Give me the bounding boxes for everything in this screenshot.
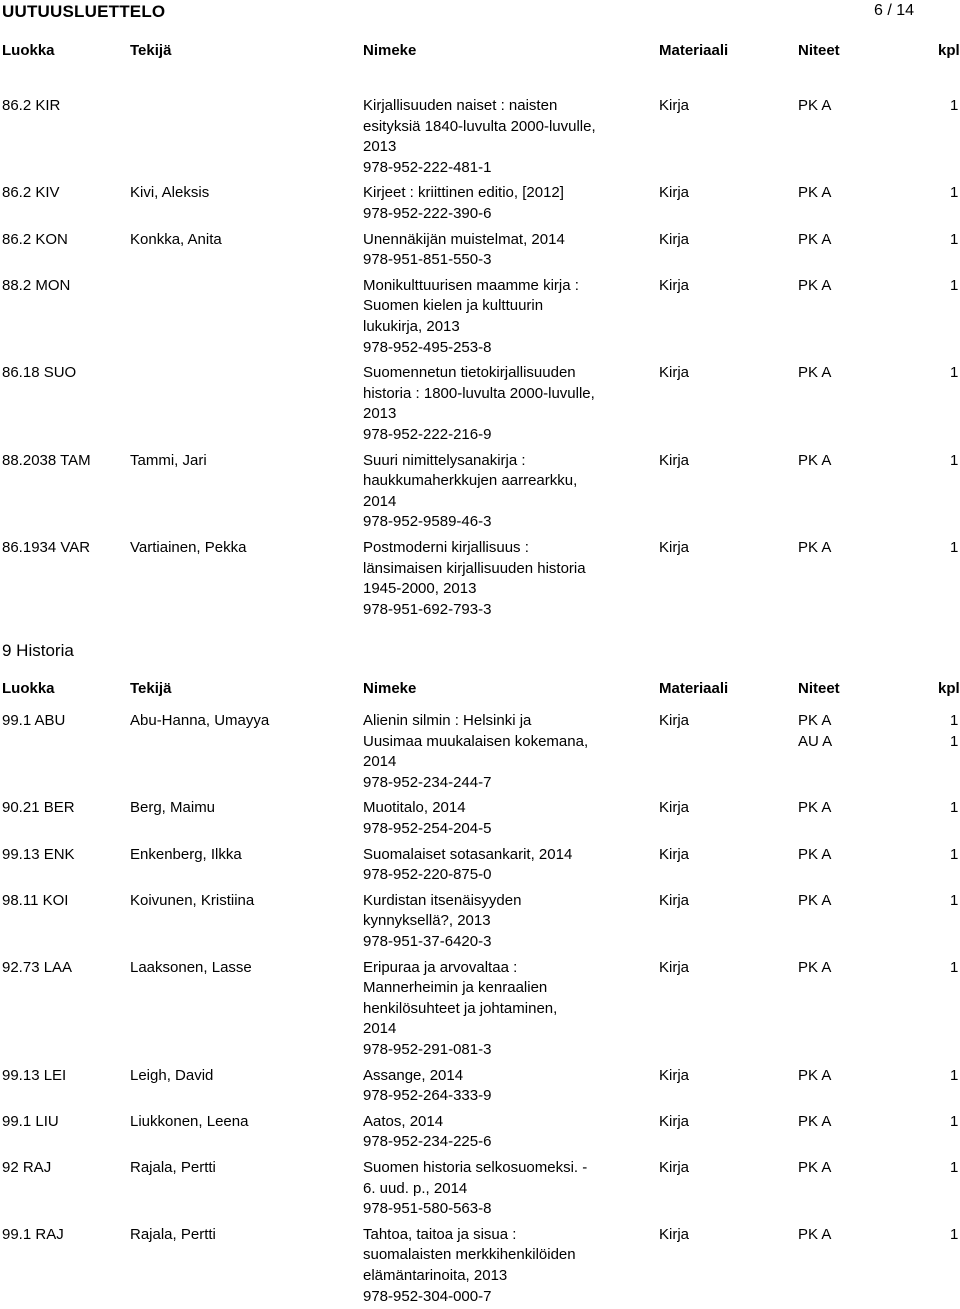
title-line: Alienin silmin : Helsinki ja	[363, 712, 532, 729]
copies-location	[798, 845, 831, 866]
author: Vartiainen, Pekka	[130, 539, 247, 556]
title-line: 978-952-234-225-6	[363, 1133, 492, 1151]
title	[363, 798, 491, 839]
title-line: 2014	[363, 753, 397, 771]
title-line: 978-952-291-081-3	[363, 1040, 492, 1058]
title-line: elämäntarinoita, 2013	[363, 1266, 508, 1284]
material: Kirja	[659, 1225, 690, 1243]
copies-count	[950, 230, 958, 251]
title	[363, 276, 579, 358]
title	[363, 1066, 491, 1107]
class-code: 86.2 KIV	[2, 184, 60, 202]
title-line: historia : 1800-luvulta 2000-luvulle,	[363, 384, 595, 402]
copies-count	[950, 96, 958, 117]
title-line: 6. uud. p., 2014	[363, 1179, 468, 1197]
material: Kirja	[659, 799, 690, 817]
copies-location-line: PK A	[798, 276, 832, 294]
copies-location	[798, 1066, 831, 1087]
column-nimeke-header: Nimeke	[363, 42, 417, 59]
copies-location-line: PK A	[798, 364, 832, 382]
title-line: 978-951-37-6420-3	[363, 932, 492, 950]
copies-count-line: 1	[950, 891, 959, 909]
copies-location-line: PK A	[798, 1159, 832, 1176]
class-code: 99.13 ENK	[2, 845, 75, 863]
title-line: Kurdistan itsenäisyyden	[363, 891, 522, 909]
material: Kirja	[659, 1159, 690, 1176]
title-line: 978-952-222-481-1	[363, 158, 492, 176]
title	[363, 538, 586, 620]
title-line: 978-951-692-793-3	[363, 600, 492, 618]
page-header	[0, 0, 960, 24]
copies-location	[798, 1158, 831, 1179]
author: Rajala, Pertti	[130, 1159, 216, 1176]
title	[363, 1158, 587, 1220]
title	[363, 363, 595, 445]
copies-location-line: PK A	[798, 230, 832, 248]
copies-count-line: 1	[950, 230, 959, 248]
title	[363, 451, 577, 533]
title-line: 2014	[363, 492, 397, 510]
title-line: Suomen historia selkosuomeksi. -	[363, 1159, 588, 1176]
copies-location	[798, 451, 831, 472]
copies-location	[798, 798, 831, 819]
column-materiaali-header: Materiaali	[659, 42, 729, 59]
copies-location-line: AU A	[798, 732, 833, 750]
title	[363, 183, 564, 224]
title-line: 978-952-220-875-0	[363, 866, 492, 884]
class-code: 99.1 RAJ	[2, 1225, 64, 1243]
author: Leigh, David	[130, 1066, 214, 1084]
title-line: 2013	[363, 138, 397, 156]
title-line: henkilösuhteet ja johtaminen,	[363, 999, 558, 1017]
column-tekija-header: Tekijä	[130, 680, 172, 697]
copies-location-line: PK A	[798, 539, 832, 556]
title-line: suomalaisten merkkihenkilöiden	[363, 1246, 576, 1264]
title-line: kynnyksellä?, 2013	[363, 912, 491, 930]
column-materiaali-header: Materiaali	[659, 680, 729, 697]
title-line: Unennäkijän muistelmat, 2014	[363, 230, 565, 248]
copies-location-line: PK A	[798, 1112, 832, 1130]
copies-count-line: 1	[950, 539, 959, 556]
copies-location	[798, 230, 831, 251]
class-code: 86.2 KON	[2, 230, 68, 248]
title-line: lukukirja, 2013	[363, 317, 460, 335]
title-line: länsimaisen kirjallisuuden historia	[363, 559, 586, 577]
class-code: 99.13 LEI	[2, 1066, 67, 1084]
copies-count	[950, 276, 958, 297]
copies-count	[950, 1066, 958, 1087]
title-line: 978-952-9589-46-3	[363, 513, 492, 531]
title-line: Kirjallisuuden naiset : naisten	[363, 97, 558, 114]
copies-location	[798, 363, 831, 384]
copies-count-line: 1	[950, 958, 959, 976]
material: Kirja	[659, 539, 690, 556]
title-line: Suomen kielen ja kulttuurin	[363, 297, 544, 315]
material: Kirja	[659, 891, 690, 909]
author: Liukkonen, Leena	[130, 1112, 249, 1130]
class-code: 90.21 BER	[2, 799, 75, 817]
copies-count	[950, 1158, 958, 1179]
title-line: 978-952-264-333-9	[363, 1087, 492, 1105]
title	[363, 1112, 491, 1153]
material: Kirja	[659, 1066, 690, 1084]
copies-count-line: 1	[950, 1112, 959, 1130]
class-code: 86.1934 VAR	[2, 539, 91, 556]
title-line: esityksiä 1840-luvulta 2000-luvulle,	[363, 117, 596, 135]
copies-count	[950, 798, 958, 819]
class-code: 86.2 KIR	[2, 97, 61, 114]
title-line: Postmoderni kirjallisuus :	[363, 539, 529, 556]
copies-count-line: 1	[950, 732, 959, 750]
copies-count	[950, 363, 958, 384]
title-line: Aatos, 2014	[363, 1112, 444, 1130]
copies-location-line: PK A	[798, 1066, 832, 1084]
title-line: 978-951-851-550-3	[363, 251, 492, 269]
material: Kirja	[659, 958, 690, 976]
title-line: 978-952-254-204-5	[363, 819, 492, 837]
author: Koivunen, Kristiina	[130, 891, 255, 909]
title-line: Assange, 2014	[363, 1066, 464, 1084]
class-code: 99.1 LIU	[2, 1112, 59, 1130]
copies-location	[798, 891, 831, 912]
page-number: 6 / 14	[873, 2, 914, 19]
material: Kirja	[659, 712, 690, 729]
copies-count	[950, 1112, 958, 1133]
title-line: 2013	[363, 405, 397, 423]
copies-count-line: 1	[950, 184, 959, 202]
copies-location-line: PK A	[798, 845, 832, 863]
copies-location-line: PK A	[798, 451, 832, 469]
column-luokka-header: Luokka	[2, 42, 55, 59]
class-code: 92 RAJ	[2, 1159, 52, 1176]
copies-location	[798, 276, 831, 297]
author: Abu-Hanna, Umayya	[130, 712, 270, 729]
author: Konkka, Anita	[130, 230, 222, 248]
title	[363, 96, 596, 178]
title	[363, 891, 521, 953]
material: Kirja	[659, 364, 690, 382]
copies-count	[950, 711, 958, 752]
copies-count-line: 1	[950, 276, 959, 294]
author: Berg, Maimu	[130, 799, 216, 817]
copies-count	[950, 891, 958, 912]
copies-count	[950, 1225, 958, 1246]
copies-location-line: PK A	[798, 1225, 832, 1243]
title-line: Uusimaa muukalaisen kokemana,	[363, 732, 589, 750]
copies-count-line: 1	[950, 799, 959, 817]
title	[363, 711, 588, 793]
author: Rajala, Pertti	[130, 1225, 216, 1243]
author: Laaksonen, Lasse	[130, 958, 252, 976]
copies-count-line: 1	[950, 1066, 959, 1084]
class-code: 99.1 ABU	[2, 712, 66, 729]
title-line: 978-952-495-253-8	[363, 338, 492, 356]
title-line: 978-952-222-216-9	[363, 425, 492, 443]
title-line: Suuri nimittelysanakirja :	[363, 451, 526, 469]
author: Tammi, Jari	[130, 451, 207, 469]
title-line: Muotitalo, 2014	[363, 799, 466, 817]
copies-location	[798, 183, 831, 204]
title-line: Monikulttuurisen maamme kirja :	[363, 276, 579, 294]
title-line: Kirjeet : kriittinen editio, [2012]	[363, 184, 564, 202]
copies-location	[798, 96, 831, 117]
copies-location	[798, 538, 831, 559]
author: Kivi, Aleksis	[130, 184, 210, 202]
material: Kirja	[659, 451, 690, 469]
copies-count-line: 1	[950, 1159, 959, 1176]
copies-count-line: 1	[950, 1225, 959, 1243]
material: Kirja	[659, 845, 690, 863]
author: Enkenberg, Ilkka	[130, 845, 242, 863]
title-line: 978-951-580-563-8	[363, 1200, 492, 1218]
material: Kirja	[659, 276, 690, 294]
material: Kirja	[659, 1112, 690, 1130]
column-niteet-header: Niteet	[798, 680, 840, 697]
title	[363, 958, 557, 1061]
copies-location-line: PK A	[798, 799, 832, 817]
title-line: Eripuraa ja arvovaltaa :	[363, 958, 518, 976]
class-code: 98.11 KOI	[2, 891, 69, 909]
copies-location	[798, 1225, 831, 1246]
column-tekija-header: Tekijä	[130, 42, 172, 59]
copies-count-line: 1	[950, 97, 959, 114]
copies-location-line: PK A	[798, 712, 832, 729]
title	[363, 845, 572, 886]
title-line: 978-952-304-000-7	[363, 1287, 492, 1305]
column-luokka-header: Luokka	[2, 680, 55, 697]
class-code: 86.18 SUO	[2, 364, 77, 382]
copies-location-line: PK A	[798, 891, 832, 909]
copies-location-line: PK A	[798, 958, 832, 976]
class-code: 92.73 LAA	[2, 958, 73, 976]
title	[363, 230, 565, 271]
title-line: Suomalaiset sotasankarit, 2014	[363, 845, 573, 863]
document-title: UUTUUSLUETTELO	[2, 2, 166, 21]
copies-count-line: 1	[950, 364, 959, 382]
material: Kirja	[659, 230, 690, 248]
title-line: 2014	[363, 1020, 397, 1038]
column-kpl-header: kpl	[938, 42, 960, 59]
copies-location-line: PK A	[798, 97, 832, 114]
title-line: Tahtoa, taitoa ja sisua :	[363, 1225, 517, 1243]
copies-location	[798, 711, 832, 752]
title-line: Suomennetun tietokirjallisuuden	[363, 364, 576, 382]
class-code: 88.2 MON	[2, 276, 71, 294]
copies-count	[950, 958, 958, 979]
copies-location-line: PK A	[798, 184, 832, 202]
class-code: 88.2038 TAM	[2, 451, 91, 469]
copies-count	[950, 183, 958, 204]
title-line: 978-952-234-244-7	[363, 773, 492, 791]
title-line: Mannerheimin ja kenraalien	[363, 979, 548, 997]
copies-count-line: 1	[950, 712, 959, 729]
copies-count	[950, 845, 958, 866]
title	[363, 1225, 576, 1307]
copies-location	[798, 958, 831, 979]
section-title: 9 Historia	[2, 641, 74, 660]
title-line: 1945-2000, 2013	[363, 580, 477, 598]
column-niteet-header: Niteet	[798, 42, 840, 59]
copies-count	[950, 451, 958, 472]
column-nimeke-header: Nimeke	[363, 680, 417, 697]
copies-count	[950, 538, 958, 559]
material: Kirja	[659, 97, 690, 114]
material: Kirja	[659, 184, 690, 202]
title-line: haukkumaherkkujen aarrearkku,	[363, 472, 578, 490]
column-kpl-header: kpl	[938, 680, 960, 697]
title-line: 978-952-222-390-6	[363, 204, 492, 222]
copies-count-line: 1	[950, 845, 959, 863]
copies-location	[798, 1112, 831, 1133]
copies-count-line: 1	[950, 451, 959, 469]
